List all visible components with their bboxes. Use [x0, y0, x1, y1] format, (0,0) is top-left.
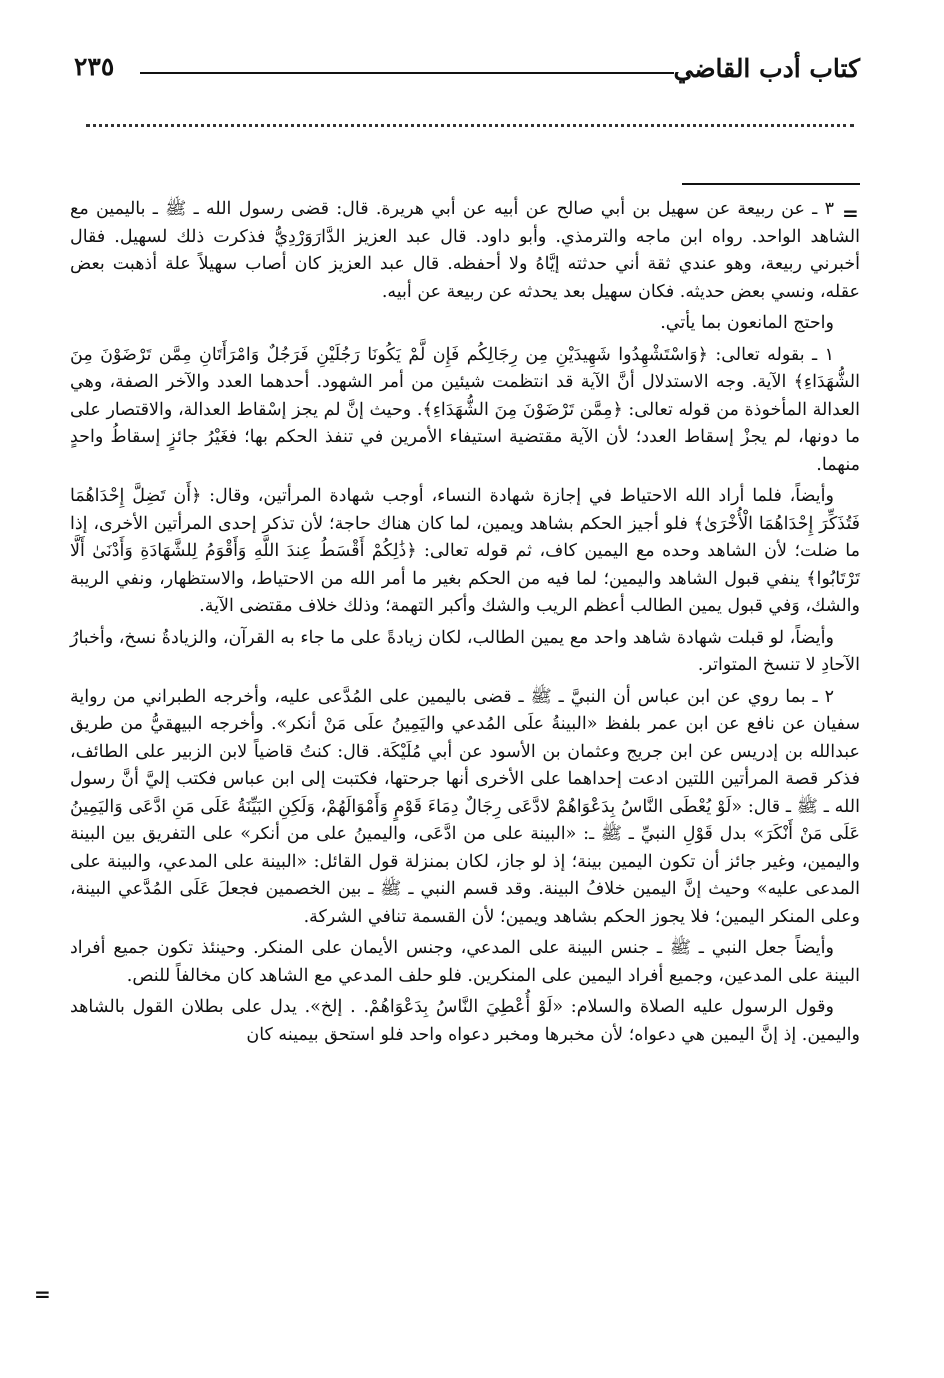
paragraph-argument-1-abrogation: وأيضاً، لو قبلت شهادة شاهد واحد مع يمين الطالب، لكان زيادةً على ما جاء به القرآن، والزيادةُ نسخ، وأخبارُ الآحادِ لا تنسخ المتواتر.: [70, 627, 860, 675]
paragraph-argument-1-women: وأيضاً، فلما أراد الله الاحتياط في إجازة شهادة النساء، أوجب شهادة المرأتين، وقال: ﴿أَن تَضِلَّ إِحْدَاهُمَا فَتُذَكِّرَ إِحْدَاهُمَا الْأُخْرَىٰ﴾ فلو أجيز الحكم بشاهد ويمين، لما كان هناك حاجة؛ لأن تذكر إحدى المرأتين الأخرى، إذا ما ضلت؛ لأن الشاهد وحده مع اليمين كاف، ثم قوله تعالى: ﴿ذَٰلِكُمْ أَقْسَطُ عِندَ اللَّهِ وَأَقْوَمُ لِلشَّهَادَةِ وَأَدْنَىٰ أَلَّا تَرْتَابُوا﴾ ينفي قبول الشاهد واليمين؛ لما فيه من الحكم بغير ما أمر الله من الاحتياط، والاستظهار، ونفي الريبة والشك، وَفي قبول يمين الطالب أعظم الريب والشك وأكبر التهمة؛ وذلك خلاف مقتضى الآية.: [70, 486, 860, 616]
dotted-separator: [86, 124, 854, 127]
header-rule: [140, 72, 674, 74]
paragraph-argument-1: ١ ـ بقوله تعالى: ﴿وَاسْتَشْهِدُوا شَهِيدَيْنِ مِن رِجَالِكُم فَإِن لَّمْ يَكُونَا رَجُلَيْنِ فَرَجُلٌ وَامْرَأَتَانِ مِمَّن تَرْضَوْنَ مِنَ الشُّهَدَاءِ﴾ الآية. وجه الاستدلال أنَّ الآية قد انتظمت شيئين من أمر الشهود. أحدهما العدد والآخر الصفة، وهي العدالة المأخوذة من قوله تعالى: ﴿مِمَّن تَرْضَوْنَ مِنَ الشُّهَدَاءِ﴾. وحيث إنَّ لم يجز إسْقاط العدالة، والاقتصار على ما دونها، لم يجزْ إسقاط العدد؛ لأن الآية مقتضية استيفاء الأمرين في تنفذ الحكم بها؛ فغَيْرُ جائزٍ إسقاطُ واحدٍ منهما.: [70, 344, 860, 475]
paragraph-hadith-3: ٣ ـ عن ربيعة عن سهيل بن أبي صالح عن أبيه عن أبي هريرة. قال: قضى رسول الله ـ ﷺ ـ باليمين مع الشاهد الواحد. رواه ابن ماجه والترمذي. وأبو داود. قال عبد العزيز الدَّارَوَرْدِيُّ فذكرت ذلك لسهيل. فقال أخبرني ربيعة، وهو عندي ثقة أني حدثته إيَّاهُ ولا أحفظه. قال عبد العزيز كان أصاب سهيلاً علة أذهبت بعض عقله، ونسي بعض حديثه. فكان سهيل بعد يحدثه عن ربيعة عن أبيه.: [70, 199, 860, 302]
footnote-text: [70, 196, 860, 1053]
paragraph-argument-2-genus: وأيضاً جعل النبي ـ ﷺ ـ جنس البينة على المدعي، وجنس الأيمان على المنكر. وحينئذ تكون جميع أفراد البينة على المدعين، وجميع أفراد اليمين على المنكرين. فلو حلف المدعي مع الشاهد كان مخالفاً للنص.: [70, 938, 860, 986]
book-title: كتاب أدب القاضي: [673, 54, 860, 83]
running-header: [70, 52, 860, 92]
paragraph-argument-2: ٢ ـ بما روي عن ابن عباس أن النبيَّ ـ ﷺ ـ قضى باليمين على المُدَّعى عليه، وأخرجه الطبراني من رواية سفيان عن نافع عن ابن عمر بلفظ «البينةُ علَى المُدعي واليَمِينُ علَى مَنْ أنكر». وأخرجه البيهقيُّ من طريق عبدالله بن إدريس عن ابن جريج وعثمان بن الأسود عن أبي مُلَيْكَة. قال: كنتُ قاضياً لابن الزبير على الطائف، فذكر قصة المرأتين اللتين ادعت إحداهما على الأخرى أنها جرحتها، فكتبت إلى ابن عباس فكتب إليَّ أنَّ رسول الله ـ ﷺ ـ قال: «لَوْ يُعْطَى النَّاسُ بِدَعْوَاهُمْ لادَّعَى رِجَالٌ دِمَاءَ قَوْمٍ وَأَمْوَالَهُمْ، وَلَكِنِ البَيِّنَةُ عَلَى مَنِ ادَّعَى وَاليَمِينُ عَلَى مَنْ أَنْكَرَ» بدل قَوْلِ النبيِّ ـ ﷺ ـ: «البينة على من ادَّعَى، واليمينُ على من أنكر» على التفريق بين البينة واليمين، وغير جائز أن تكون اليمين بينة؛ إذ لو جاز، لكان بمنزلة قول القائل: «البينة على المدعي، والبينة على المدعى عليه» وحيث إنَّ اليمين خلافُ البينة. وقد قسم النبي ـ ﷺ ـ بين الخصمين فجعلَ عَلَى المُدَّعي البينة، وعلى المنكر اليمين؛ فلا يجوز الحكم بشاهد ويمين؛ لأن القسمة تنافي الشركة.: [70, 686, 860, 927]
continuation-mark-top: =: [842, 201, 859, 225]
continuation-mark-bottom: =: [34, 1282, 51, 1306]
page-number: ٢٣٥: [74, 52, 115, 81]
paragraph-argument-2-saying: وقول الرسول عليه الصلاة والسلام: «لَوْ أُعْطِيَ النَّاسُ بِدَعْوَاهُمْ. . إلخ». يدل على بطلان القول بالشاهد واليمين. إذ إنَّ اليمين هي دعواه؛ لأن مخبرها ومخبر دعواه واحد فلو استحق بيمينه كان: [70, 997, 860, 1045]
paragraph-opponents-intro: واحتج المانعون بما يأتي.: [660, 313, 834, 333]
footnote-rule: [682, 183, 860, 185]
